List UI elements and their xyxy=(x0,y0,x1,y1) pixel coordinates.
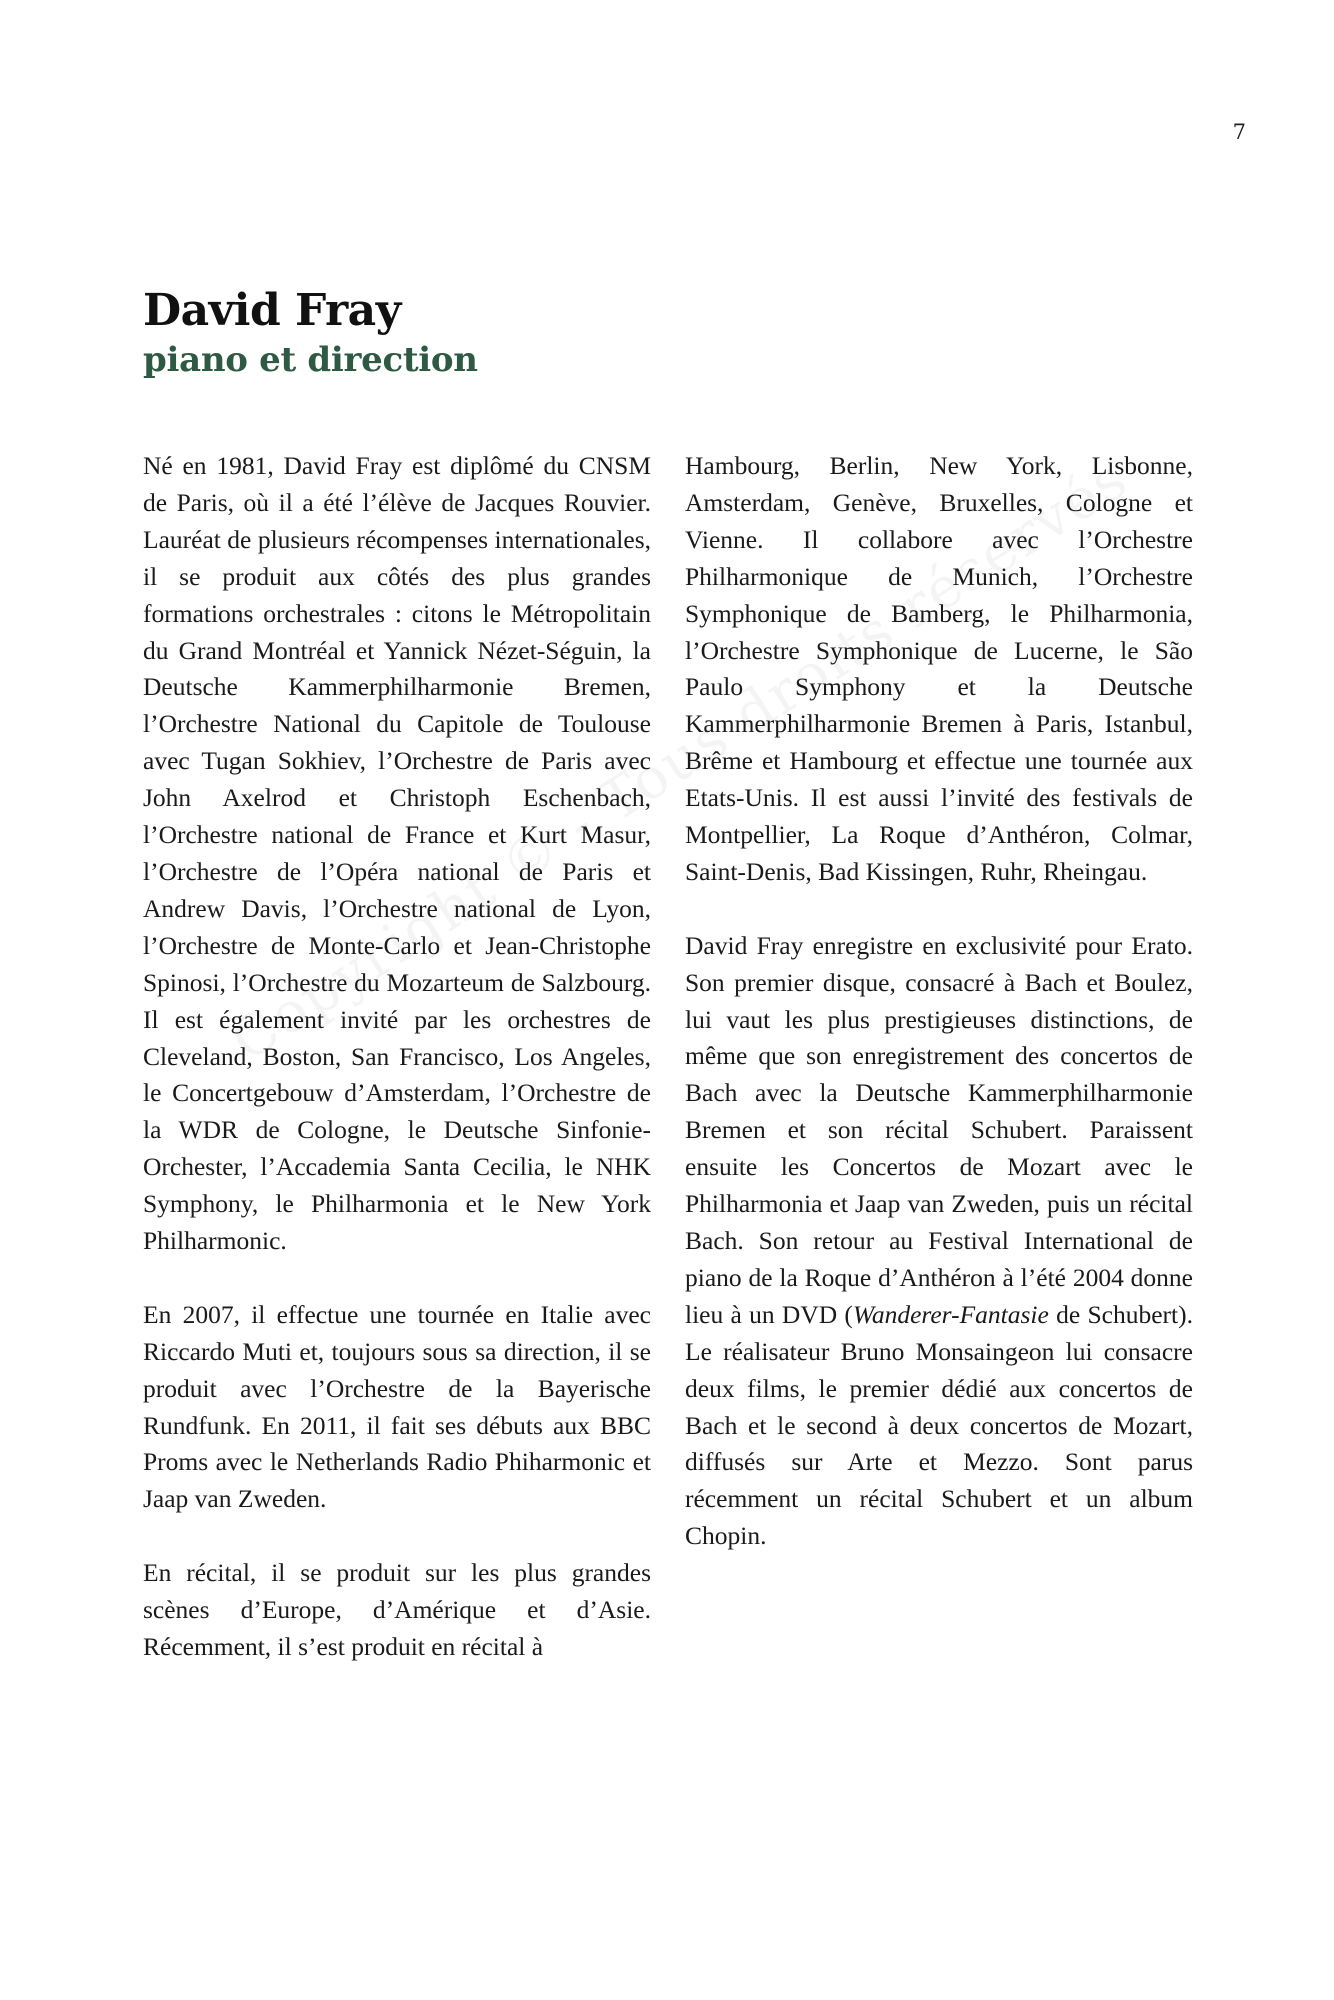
bio-text: David Fray enregistre en exclusivité pour Erato. Son premier disque, consacré à Bach et Boulez, lui vaut les plus prestigieuses distinctions, de même que son enregistrement des concertos de Bach avec la Deutsche Kammerphilharmonie Bremen et son récital Schubert. Paraissent ensuite les Concertos de Mozart avec le Philharmonia et Jaap van Zweden, puis un récital Bach. Son retour au Festival International de piano de la Roque d’Anthéron à l’été 2004 donne lieu à un DVD ( xyxy=(685,930,1193,1329)
page-subtitle: piano et direction xyxy=(143,340,478,380)
article-header xyxy=(143,283,478,381)
bio-paragraph: Hambourg, Berlin, New York, Lisbonne, Amsterdam, Genève, Bruxelles, Cologne et Vienne. Il collabore avec l’Orchestre Philharmonique de Munich, l’Orchestre Symphonique de Bamberg, le Philharmonia, l’Orchestre Symphonique de Lucerne, le São Paulo Symphony et la Deutsche Kammerphilharmonie Bremen à Paris, Istanbul, Brême et Hambourg et effectue une tournée aux Etats-Unis. Il est aussi l’invité des festivals de Montpellier, La Roque d’Anthéron, Colmar, Saint-Denis, Bad Kissingen, Ruhr, Rheingau. xyxy=(685,451,1193,886)
album-title: Wanderer-Fantasie xyxy=(852,1299,1049,1329)
bio-paragraph: Né en 1981, David Fray est diplômé du CNSM de Paris, où il a été l’élève de Jacques Rouvier. Lauréat de plusieurs récompenses internationales, il se produit aux côtés des plus grandes formations orchestrales : citons le Métropolitain du Grand Montréal et Yannick Nézet-Séguin, la Deutsche Kammerphilharmonie Bremen, l’Orchestre National du Capitole de Toulouse avec Tugan Sokhiev, l’Orchestre de Paris avec John Axelrod et Christoph Eschenbach, l’Orchestre national de France et Kurt Masur, l’Orchestre de l’Opéra national de Paris et Andrew Davis, l’Orchestre national de Lyon, l’Orchestre de Monte-Carlo et Jean-Christophe Spinosi, l’Orchestre du Mozarteum de Salzbourg. Il est également invité par les orchestres de Cleveland, Boston, San Francisco, Los Angeles, le Concertgebouw d’Amsterdam, l’Orchestre de la WDR de Cologne, le Deutsche Sinfonie-Orchester, l’Accademia Santa Cecilia, le NHK Symphony, le Philharmonia et le New York Philharmonic. xyxy=(143,451,651,1256)
right-column xyxy=(685,448,1193,1555)
bio-paragraph-discography xyxy=(685,928,1193,1555)
bio-text: de Schubert). Le réalisateur Bruno Monsaingeon lui consacre deux films, le premier dédié aux concertos de Bach et le second à deux concertos de Mozart, diffusés sur Arte et Mezzo. Sont parus récemment un récital Schubert et un album Chopin. xyxy=(685,1299,1193,1551)
left-column xyxy=(143,448,651,1666)
page-number: 7 xyxy=(1232,120,1246,144)
bio-paragraph: En 2007, il effectue une tournée en Italie avec Riccardo Muti et, toujours sous sa direction, il se produit avec l’Orchestre de la Bayerische Rundfunk. En 2011, il fait ses débuts aux BBC Proms avec le Netherlands Radio Phiharmonic et Jaap van Zweden. xyxy=(143,1299,651,1514)
bio-paragraph: En récital, il se produit sur les plus grandes scènes d’Europe, d’Amérique et d’Asie. Récemment, il s’est produit en récital à xyxy=(143,1558,651,1661)
page-title: David Fray xyxy=(143,285,401,336)
